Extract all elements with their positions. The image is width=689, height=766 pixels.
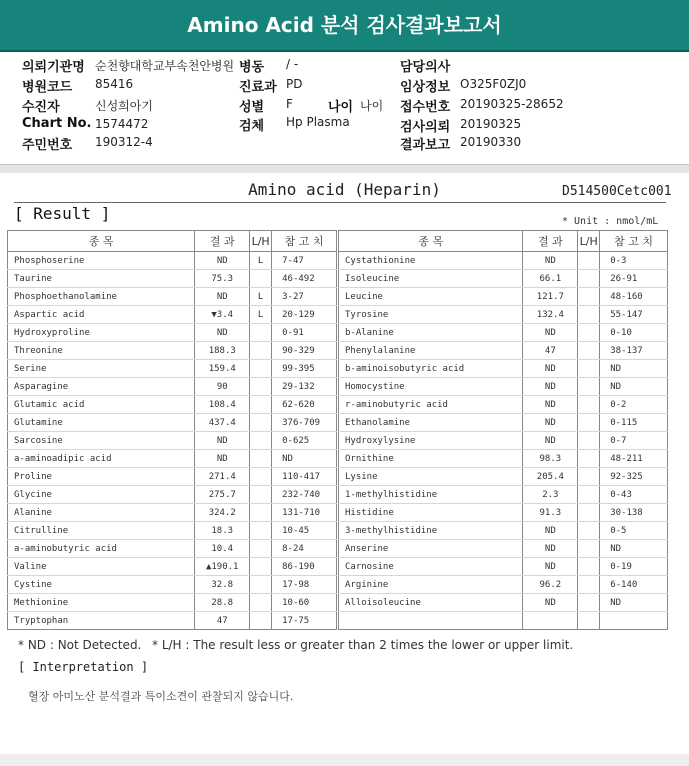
reference-range: ND <box>272 450 337 468</box>
reference-range: 232-740 <box>272 486 337 504</box>
amino-acid-name: Glutamic acid <box>8 396 195 414</box>
amino-acid-name: Carnosine <box>339 558 523 576</box>
amino-acid-name: a-aminobutyric acid <box>8 540 195 558</box>
result-section <box>0 172 689 766</box>
amino-acid-name: Citrulline <box>8 522 195 540</box>
nd-note: * ND : Not Detected. <box>18 638 142 652</box>
footer-band <box>0 754 689 766</box>
specimen-value: Hp Plasma <box>286 115 350 129</box>
lh-flag <box>250 414 272 432</box>
lh-flag <box>250 504 272 522</box>
table-row <box>8 612 337 630</box>
reference-range: ND <box>600 360 668 378</box>
table-row <box>8 252 337 270</box>
result-value: 275.7 <box>195 486 250 504</box>
amino-acid-name: Aspartic acid <box>8 306 195 324</box>
reference-range: ND <box>600 378 668 396</box>
lh-flag <box>578 540 600 558</box>
result-value: 18.3 <box>195 522 250 540</box>
patient-value: 신성희아기 <box>95 99 153 113</box>
lh-flag <box>578 414 600 432</box>
result-value: 66.1 <box>523 270 578 288</box>
amino-acid-name: r-aminobutyric acid <box>339 396 523 414</box>
interpretation-heading: [ Interpretation ] <box>18 660 149 674</box>
lh-flag <box>578 468 600 486</box>
table-row <box>8 468 337 486</box>
department-value: PD <box>286 77 303 91</box>
table-row <box>339 576 668 594</box>
amino-acid-name: Isoleucine <box>339 270 523 288</box>
table-row <box>339 558 668 576</box>
table-row <box>8 414 337 432</box>
table-row <box>339 522 668 540</box>
reference-range: 20-129 <box>272 306 337 324</box>
amino-acid-name: Phosphoserine <box>8 252 195 270</box>
receipt-no-label: 접수번호 <box>400 100 451 115</box>
reference-range: 90-329 <box>272 342 337 360</box>
lh-flag <box>250 594 272 612</box>
amino-acid-name: Homocystine <box>339 378 523 396</box>
reference-range: 10-45 <box>272 522 337 540</box>
amino-acid-name: Ornithine <box>339 450 523 468</box>
result-value: 28.8 <box>195 594 250 612</box>
lh-flag <box>578 612 600 630</box>
amino-acid-name: a-aminoadipic acid <box>8 450 195 468</box>
reference-range: 0-19 <box>600 558 668 576</box>
result-value: 132.4 <box>523 306 578 324</box>
table-row <box>8 288 337 306</box>
amino-acid-name: Phosphoethanolamine <box>8 288 195 306</box>
table-row <box>339 360 668 378</box>
age-value: 나이 <box>360 99 384 113</box>
table-row <box>339 396 668 414</box>
test-code: D514500Cetc001 <box>562 184 672 199</box>
lh-flag <box>250 558 272 576</box>
result-value: 205.4 <box>523 468 578 486</box>
lh-flag <box>250 468 272 486</box>
amino-acid-name: Methionine <box>8 594 195 612</box>
clinical-info-label: 임상정보 <box>400 80 451 95</box>
table-row <box>8 450 337 468</box>
table-row <box>8 306 337 324</box>
reference-range: 376-709 <box>272 414 337 432</box>
amino-acid-name: Anserine <box>339 540 523 558</box>
amino-acid-name: Tyrosine <box>339 306 523 324</box>
reference-range: 0-625 <box>272 432 337 450</box>
result-value: 108.4 <box>195 396 250 414</box>
result-value: ▼3.4 <box>195 306 250 324</box>
amino-acid-name: Proline <box>8 468 195 486</box>
chart-no-label: Chart No. <box>22 116 92 131</box>
table-row <box>8 342 337 360</box>
lh-flag <box>250 342 272 360</box>
reference-range: 110-417 <box>272 468 337 486</box>
result-value: ND <box>523 432 578 450</box>
lh-flag <box>578 576 600 594</box>
reference-range: 0-43 <box>600 486 668 504</box>
lh-flag <box>250 378 272 396</box>
amino-acid-name: Histidine <box>339 504 523 522</box>
table-row <box>8 324 337 342</box>
result-value: 98.3 <box>523 450 578 468</box>
result-value: 437.4 <box>195 414 250 432</box>
amino-acid-name: Arginine <box>339 576 523 594</box>
lh-flag <box>250 612 272 630</box>
lh-flag <box>578 432 600 450</box>
result-value: 75.3 <box>195 270 250 288</box>
amino-acid-name: Hydroxyproline <box>8 324 195 342</box>
lh-flag: L <box>250 252 272 270</box>
reference-range: 0-91 <box>272 324 337 342</box>
lh-note: * L/H : The result less or greater than 2 times the lower or upper limit. <box>152 638 574 652</box>
amino-acid-name: Tryptophan <box>8 612 195 630</box>
result-value: 121.7 <box>523 288 578 306</box>
lh-flag <box>250 360 272 378</box>
result-value: ND <box>523 558 578 576</box>
result-value: ND <box>523 522 578 540</box>
table-row <box>8 360 337 378</box>
header-result: 결 과 <box>523 231 578 252</box>
header-item: 종 목 <box>339 231 523 252</box>
patient-label: 수진자 <box>22 100 60 115</box>
amino-acid-name: Alloisoleucine <box>339 594 523 612</box>
amino-acid-name: Asparagine <box>8 378 195 396</box>
result-table-right <box>338 230 668 630</box>
reference-range: 55-147 <box>600 306 668 324</box>
result-value: ND <box>195 252 250 270</box>
table-row <box>339 486 668 504</box>
reference-range: 26-91 <box>600 270 668 288</box>
reference-range: 38-137 <box>600 342 668 360</box>
result-value: 10.4 <box>195 540 250 558</box>
report-date-value: 20190330 <box>460 135 522 149</box>
hospital-code-label: 병원코드 <box>22 80 73 95</box>
result-value: ND <box>523 360 578 378</box>
amino-acid-name: Ethanolamine <box>339 414 523 432</box>
reference-range: 8-24 <box>272 540 337 558</box>
result-value: 47 <box>523 342 578 360</box>
table-row <box>339 612 668 630</box>
lh-flag <box>250 540 272 558</box>
reference-range: 30-138 <box>600 504 668 522</box>
sex-label: 성별 <box>239 100 265 115</box>
table-row <box>8 486 337 504</box>
lh-flag <box>250 522 272 540</box>
reference-range: 48-211 <box>600 450 668 468</box>
lh-flag <box>250 396 272 414</box>
reference-range: 17-75 <box>272 612 337 630</box>
table-row <box>339 468 668 486</box>
reference-range: 92-325 <box>600 468 668 486</box>
amino-acid-name: Phenylalanine <box>339 342 523 360</box>
specimen-label: 검체 <box>239 119 265 134</box>
amino-acid-name: Cystine <box>8 576 195 594</box>
lh-flag <box>578 252 600 270</box>
request-date-label: 검사의뢰 <box>400 120 451 135</box>
amino-acid-name: 3-methylhistidine <box>339 522 523 540</box>
table-row <box>8 270 337 288</box>
amino-acid-name: 1-methylhistidine <box>339 486 523 504</box>
amino-acid-name: Leucine <box>339 288 523 306</box>
table-row <box>339 270 668 288</box>
reference-range: 0-7 <box>600 432 668 450</box>
result-value: 324.2 <box>195 504 250 522</box>
amino-acid-name: b-Alanine <box>339 324 523 342</box>
table-row <box>339 594 668 612</box>
lh-flag <box>250 432 272 450</box>
reference-range: 0-2 <box>600 396 668 414</box>
ward-value: / - <box>286 57 299 71</box>
table-row <box>8 378 337 396</box>
doctor-label: 담당의사 <box>400 60 451 75</box>
reference-range: 10-60 <box>272 594 337 612</box>
resident-no-value: 190312-4 <box>95 135 153 149</box>
amino-acid-name: Sarcosine <box>8 432 195 450</box>
unit-note: * Unit : nmol/mL <box>562 216 659 227</box>
reference-range: 3-27 <box>272 288 337 306</box>
lh-flag <box>578 360 600 378</box>
table-row <box>8 576 337 594</box>
title-underline <box>14 202 666 203</box>
amino-acid-name: Cystathionine <box>339 252 523 270</box>
amino-acid-name <box>339 612 523 630</box>
result-value: ND <box>195 288 250 306</box>
lh-flag <box>250 450 272 468</box>
table-row <box>339 378 668 396</box>
result-value: ND <box>523 252 578 270</box>
lh-flag <box>578 594 600 612</box>
header-item: 종 목 <box>8 231 195 252</box>
header-lh: L/H <box>250 231 272 252</box>
reference-range: 131-710 <box>272 504 337 522</box>
reference-range <box>600 612 668 630</box>
header-lh: L/H <box>578 231 600 252</box>
reference-range: 86-190 <box>272 558 337 576</box>
amino-acid-name: Glycine <box>8 486 195 504</box>
result-heading: [ Result ] <box>14 204 111 223</box>
receipt-no-value: 20190325-28652 <box>460 97 564 111</box>
reference-range: 0-115 <box>600 414 668 432</box>
header-ref: 참 고 치 <box>272 231 337 252</box>
reference-range: 46-492 <box>272 270 337 288</box>
reference-range: 6-140 <box>600 576 668 594</box>
table-row <box>339 432 668 450</box>
patient-info-section <box>0 52 689 164</box>
reference-range: 99-395 <box>272 360 337 378</box>
reference-range: ND <box>600 594 668 612</box>
lh-flag <box>578 324 600 342</box>
department-label: 진료과 <box>239 80 277 95</box>
lh-flag <box>578 342 600 360</box>
test-title: Amino acid (Heparin) <box>248 180 441 199</box>
lh-flag: L <box>250 288 272 306</box>
resident-no-label: 주민번호 <box>22 138 73 153</box>
table-row <box>8 504 337 522</box>
table-row <box>8 540 337 558</box>
table-row <box>8 594 337 612</box>
result-value: ND <box>523 396 578 414</box>
amino-acid-name: Alanine <box>8 504 195 522</box>
lh-flag <box>578 396 600 414</box>
reference-range: 29-132 <box>272 378 337 396</box>
reference-range: 7-47 <box>272 252 337 270</box>
table-row <box>339 288 668 306</box>
reference-range: 0-3 <box>600 252 668 270</box>
result-value: 159.4 <box>195 360 250 378</box>
result-value: ND <box>523 594 578 612</box>
result-value: 188.3 <box>195 342 250 360</box>
lh-flag <box>578 270 600 288</box>
amino-acid-name: b-aminoisobutyric acid <box>339 360 523 378</box>
table-row <box>339 414 668 432</box>
result-value <box>523 612 578 630</box>
table-row <box>339 450 668 468</box>
lh-flag <box>578 522 600 540</box>
sex-value: F <box>286 97 293 111</box>
table-row <box>339 504 668 522</box>
result-value: ND <box>523 540 578 558</box>
result-value: 2.3 <box>523 486 578 504</box>
report-date-label: 결과보고 <box>400 138 451 153</box>
amino-acid-name: Hydroxylysine <box>339 432 523 450</box>
result-value: 96.2 <box>523 576 578 594</box>
amino-acid-name: Valine <box>8 558 195 576</box>
lh-flag <box>578 306 600 324</box>
result-table-left <box>7 230 337 630</box>
lh-flag <box>250 324 272 342</box>
table-row <box>8 522 337 540</box>
result-value: ▲190.1 <box>195 558 250 576</box>
reference-range: ND <box>600 540 668 558</box>
reference-range: 62-620 <box>272 396 337 414</box>
result-value: 91.3 <box>523 504 578 522</box>
table-row <box>8 396 337 414</box>
table-row <box>339 306 668 324</box>
amino-acid-name: Glutamine <box>8 414 195 432</box>
result-value: ND <box>523 414 578 432</box>
institution-label: 의뢰기관명 <box>22 60 85 75</box>
reference-range: 48-160 <box>600 288 668 306</box>
interpretation-text: 혈장 아미노산 분석결과 특이소견이 관찰되지 않습니다. <box>28 690 294 703</box>
amino-acid-name: Lysine <box>339 468 523 486</box>
request-date-value: 20190325 <box>460 117 522 131</box>
lh-flag <box>578 558 600 576</box>
reference-range: 0-5 <box>600 522 668 540</box>
institution-value: 순천향대학교부속천안병원 <box>95 59 235 73</box>
header-ref: 참 고 치 <box>600 231 668 252</box>
lh-flag: L <box>250 306 272 324</box>
lh-flag <box>250 270 272 288</box>
lh-flag <box>250 576 272 594</box>
reference-range: 0-10 <box>600 324 668 342</box>
lh-flag <box>578 450 600 468</box>
result-value: ND <box>195 432 250 450</box>
lh-flag <box>578 486 600 504</box>
result-value: 271.4 <box>195 468 250 486</box>
result-value: ND <box>523 378 578 396</box>
header-result: 결 과 <box>195 231 250 252</box>
report-title: Amino Acid 분석 검사결과보고서 <box>0 0 689 50</box>
result-value: 47 <box>195 612 250 630</box>
ward-label: 병동 <box>239 60 265 75</box>
table-row <box>339 540 668 558</box>
lh-flag <box>578 504 600 522</box>
table-row <box>8 558 337 576</box>
result-value: ND <box>523 324 578 342</box>
table-row <box>339 342 668 360</box>
lh-flag <box>578 288 600 306</box>
age-label: 나이 <box>328 100 354 115</box>
lh-flag <box>250 486 272 504</box>
reference-range: 17-98 <box>272 576 337 594</box>
chart-no-value: 1574472 <box>95 117 149 131</box>
hospital-code-value: 85416 <box>95 77 134 91</box>
table-row <box>339 252 668 270</box>
result-value: ND <box>195 324 250 342</box>
result-value: ND <box>195 450 250 468</box>
table-row <box>339 324 668 342</box>
lh-flag <box>578 378 600 396</box>
amino-acid-name: Threonine <box>8 342 195 360</box>
amino-acid-name: Taurine <box>8 270 195 288</box>
result-value: 32.8 <box>195 576 250 594</box>
clinical-info-value: O325F0ZJ0 <box>460 77 527 91</box>
amino-acid-name: Serine <box>8 360 195 378</box>
result-value: 90 <box>195 378 250 396</box>
table-row <box>8 432 337 450</box>
